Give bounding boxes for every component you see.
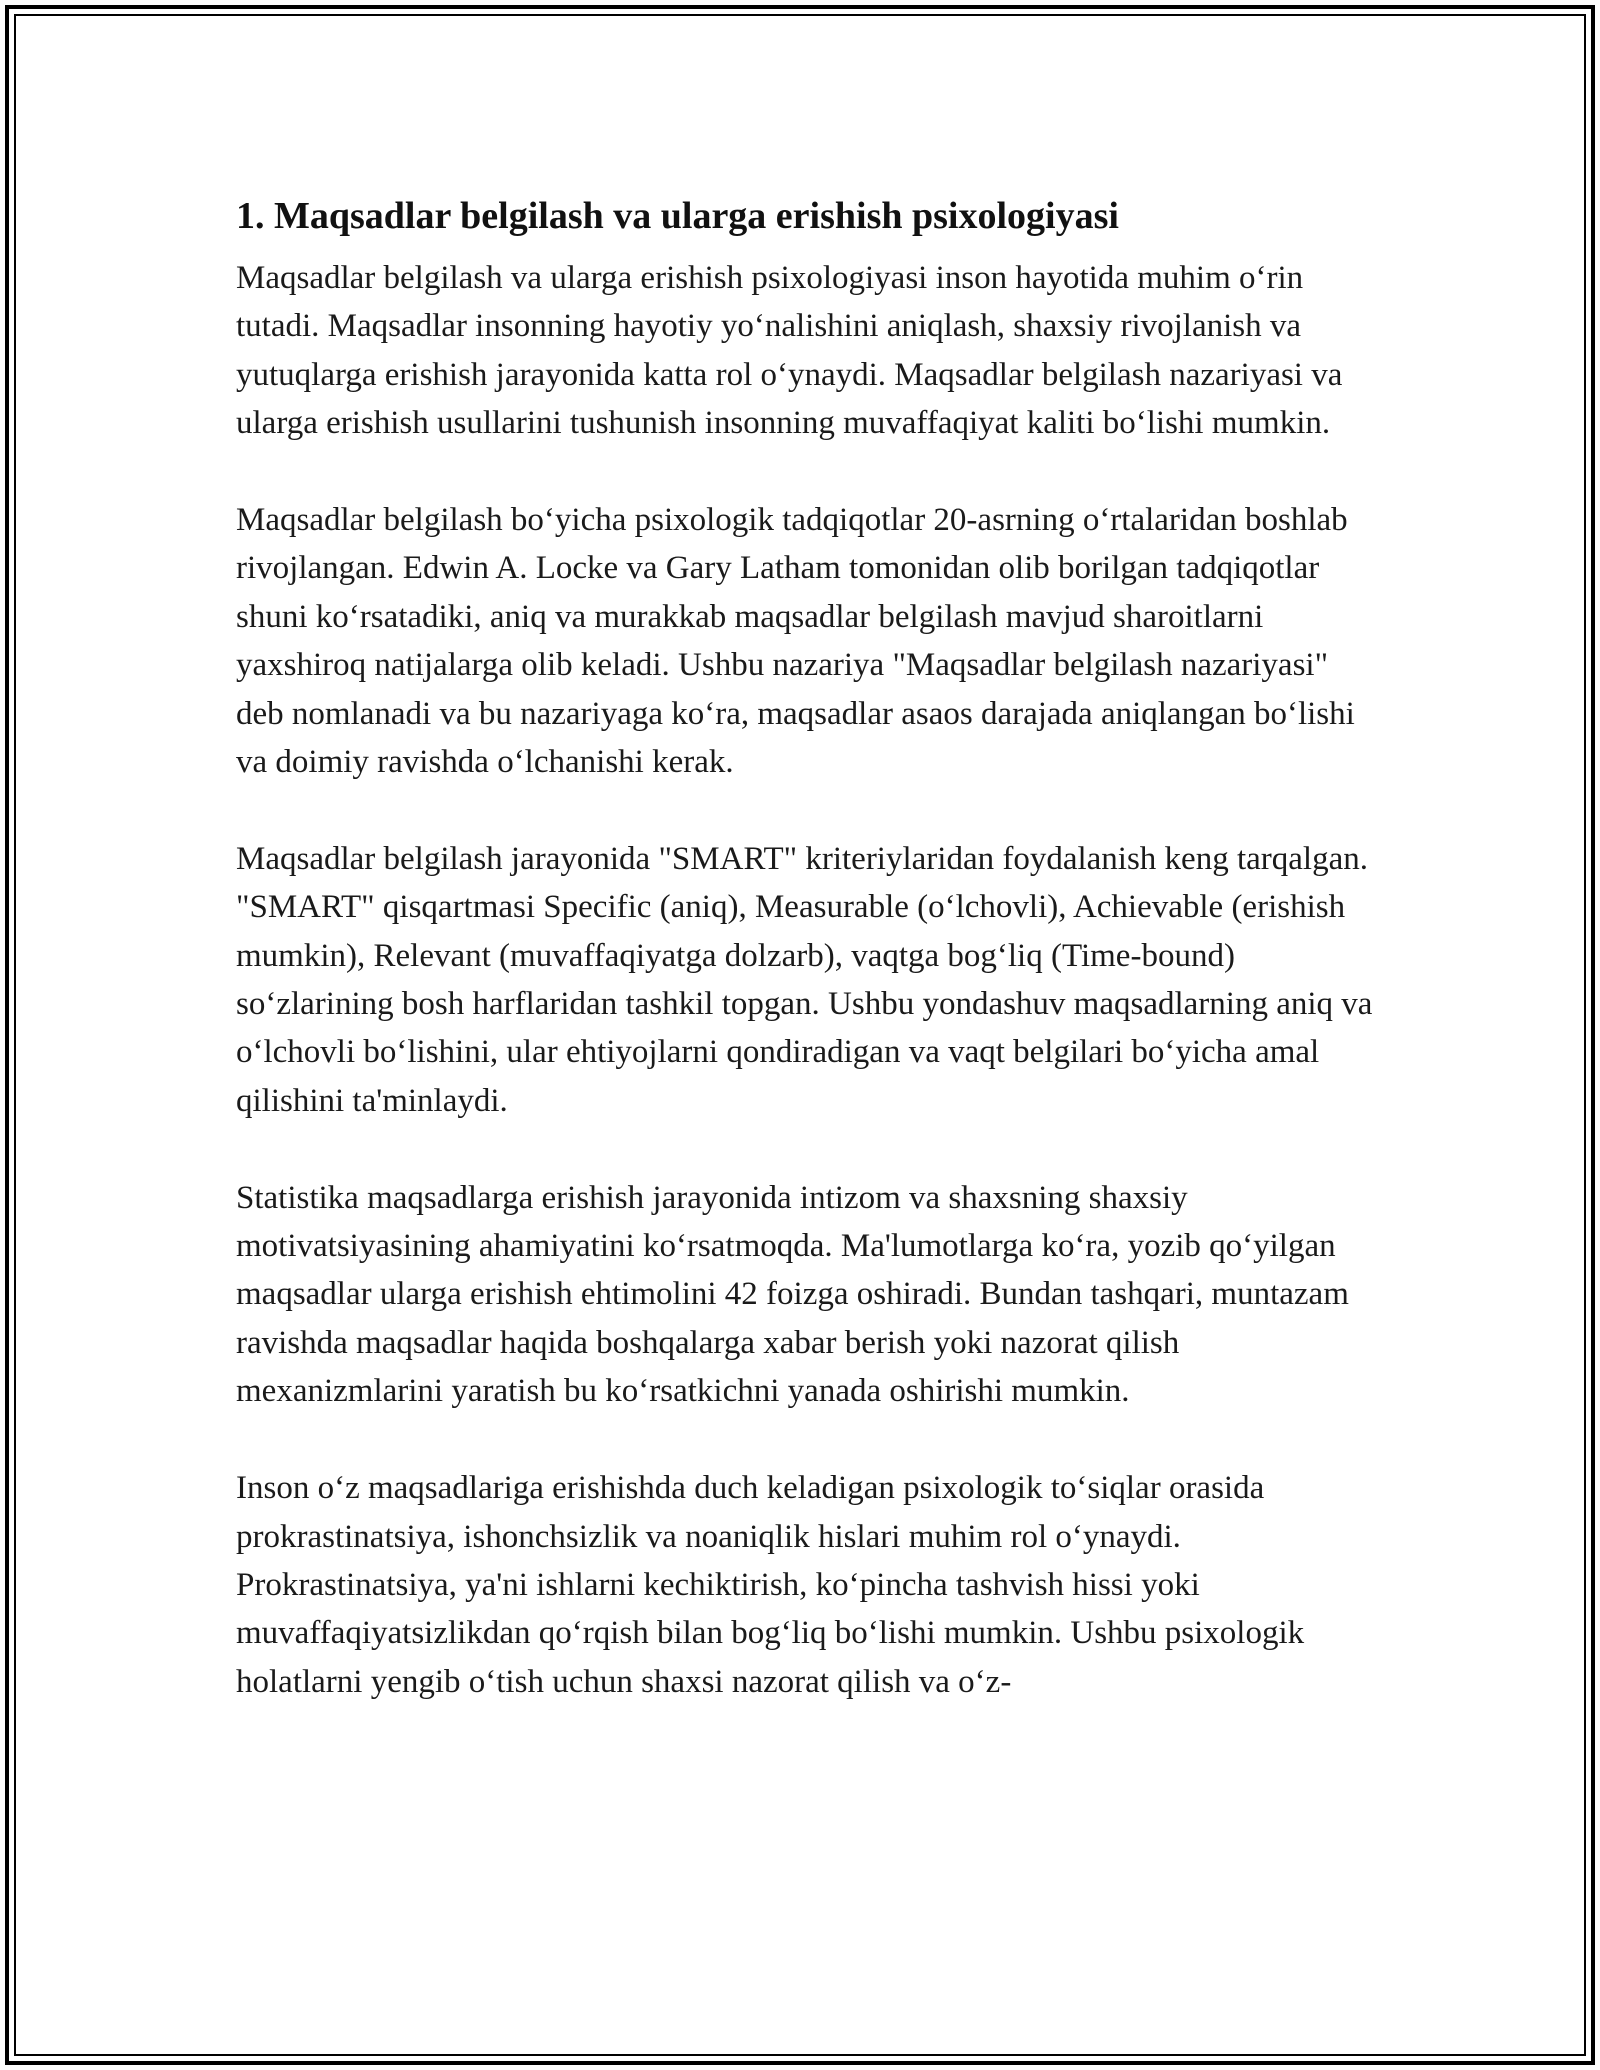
paragraph-intro: Maqsadlar belgilash va ularga erishish psixologiyasi inson hayotida muhim oʻrin tutadi. Maqsadlar insonning hayotiy yoʻnalishini aniqlash, shaxsiy rivojlanish va yutuqlarga erishish jarayonida katta rol oʻynaydi. Maqsadlar belgilash nazariyasi va ularga erishish usullarini tushunish insonning muvaffaqiyat kaliti boʻlishi mumkin. — [236, 260, 1343, 442]
document-body — [236, 186, 1376, 1755]
paragraph-smart-criteria: Maqsadlar belgilash jarayonida "SMART" kriteriylaridan foydalanish keng tarqalgan. "SMART" qisqartmasi Specific (aniq), Measurable (oʻlchovli), Achievable (erishish mumkin), Relevant (muvaffaqiyatga dolzarb), vaqtga bogʻliq (Time-bound) soʻzlarining bosh harflaridan tashkil topgan. Ushbu yondashuv maqsadlarning aniq va oʻlchovli boʻlishini, ular ehtiyojlarni qondiradigan va vaqt belgilari boʻyicha amal qilishini ta'minlaydi. — [236, 840, 1373, 1119]
paragraph-research-history: Maqsadlar belgilash boʻyicha psixologik tadqiqotlar 20-asrning oʻrtalaridan boshlab rivojlangan. Edwin A. Locke va Gary Latham tomonidan olib borilgan tadqiqotlar shuni koʻrsatadiki, aniq va murakkab maqsadlar belgilash mavjud sharoitlarni yaxshiroq natijalarga olib keladi. Ushbu nazariya "Maqsadlar belgilash nazariyasi" deb nomlanadi va bu nazariyaga koʻra, maqsadlar asaos darajada aniqlangan boʻlishi va doimiy ravishda oʻlchanishi kerak. — [236, 502, 1355, 781]
paragraph-obstacles: Inson oʻz maqsadlariga erishishda duch keladigan psixologik toʻsiqlar orasida prokrastinatsiya, ishonchsizlik va noaniqlik hislari muhim rol oʻynaydi. Prokrastinatsiya, ya'ni ishlarni kechiktirish, koʻpincha tashvish hissi yoki muvaffaqiyatsizlikdan qoʻrqish bilan bogʻliq boʻlishi mumkin. Ushbu psixologik holatlarni yengib oʻtish uchun shaxsi nazorat qilish va oʻz- — [236, 1470, 1305, 1700]
paragraph-statistics: Statistika maqsadlarga erishish jarayonida intizom va shaxsning shaxsiy motivatsiyasining ahamiyatini koʻrsatmoqda. Ma'lumotlarga koʻra, yozib qoʻyilgan maqsadlar ularga erishish ehtimolini 42 foizga oshiradi. Bundan tashqari, muntazam ravishda maqsadlar haqida boshqalarga xabar berish yoki nazorat qilish mexanizmlarini yaratish bu koʻrsatkichni yanada oshirishi mumkin. — [236, 1179, 1349, 1410]
section-heading: 1. Maqsadlar belgilash va ularga erishish psixologiyasi — [236, 195, 1119, 237]
